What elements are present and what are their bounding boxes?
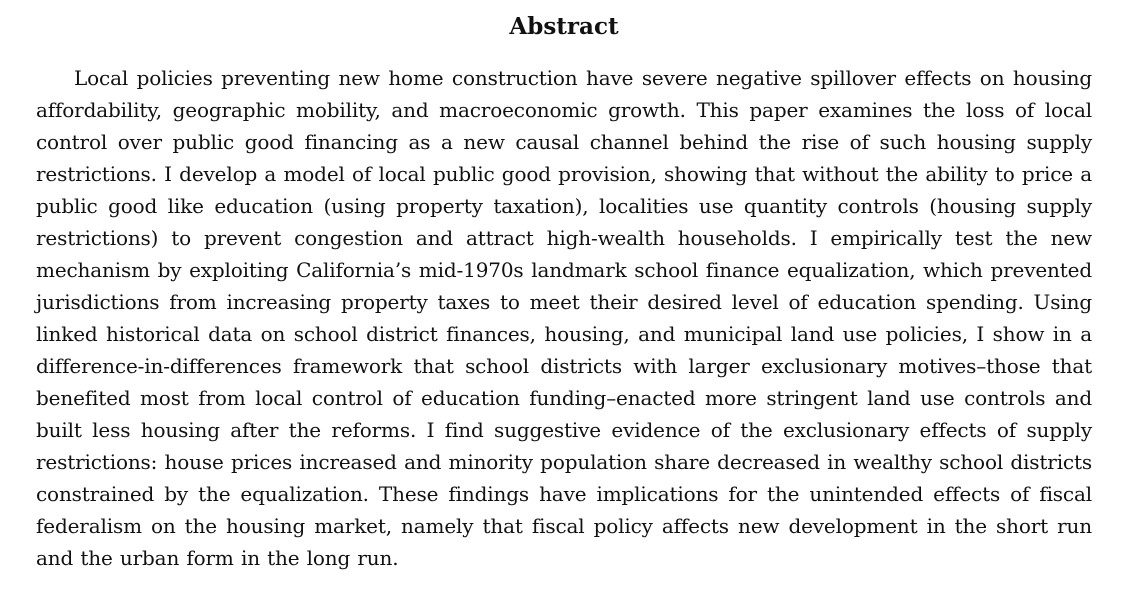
section-title: Abstract [509, 13, 619, 40]
abstract-paragraph: Local policies preventing new home construction have severe negative spillover effects on housing affordability, geographic mobility, and macroeconomic growth. This paper examines the loss of local control over public good financing as a new causal channel behind the rise of such housing supply restrictions. I develop a model of local public good provision, showing that without the ability to price a public good like education (using property taxation), localities use quantity controls (housing supply restrictions) to prevent congestion and attract high-wealth households. I empirically test the new mechanism by exploiting California’s mid-1970s landmark school finance equalization, which prevented jurisdictions from increasing property taxes to meet their desired level of education spending. Using linked historical data on school district finances, housing, and municipal land use policies, I show in a difference-in-differences framework that school districts with larger exclusionary motives–those that benefited most from local control of education funding–enacted more stringent land use controls and built less housing after the reforms. I find suggestive evidence of the exclusionary effects of supply restrictions: house prices increased and minority population share decreased in wealthy school districts constrained by the equalization. These findings have implications for the unintended effects of fiscal federalism on the housing market, namely that fiscal policy affects new development in the short run and the urban form in the long run. [36, 66, 1092, 570]
abstract-section [36, 12, 1092, 574]
